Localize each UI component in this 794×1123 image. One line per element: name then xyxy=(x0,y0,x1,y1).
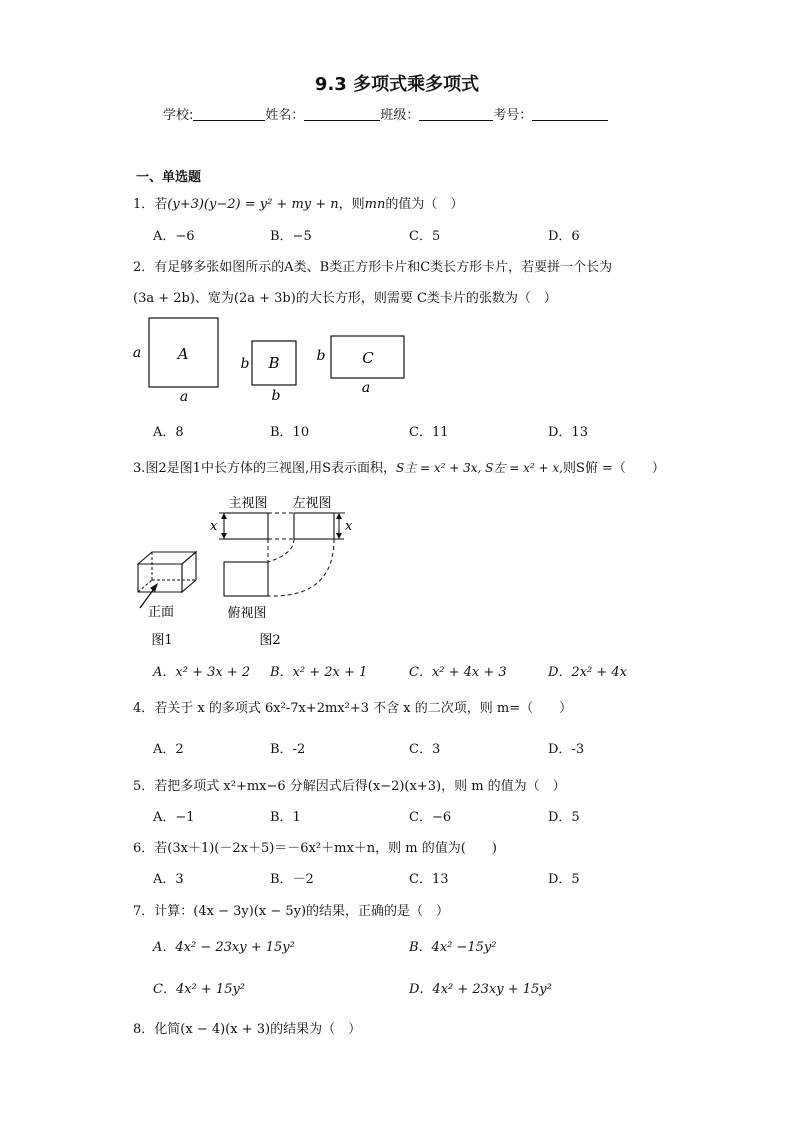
question-2-option-a[interactable]: A．8 xyxy=(153,425,184,440)
question-1-option-c[interactable]: C．5 xyxy=(409,229,441,244)
card-c-bottom-label: a xyxy=(361,380,371,396)
exam-no-blank[interactable] xyxy=(532,107,608,121)
question-3-option-c[interactable]: C．x² + 4x + 3 xyxy=(409,665,507,680)
question-4-option-a[interactable]: A．2 xyxy=(153,742,184,757)
question-5-option-b[interactable]: B．1 xyxy=(270,810,301,825)
card-a-side-label: a xyxy=(132,345,142,361)
card-c-label: C xyxy=(362,349,374,367)
student-info-line xyxy=(163,104,608,123)
figure-1-caption: 图1 xyxy=(151,633,173,648)
question-7-option-d[interactable]: D．4x² + 23xy + 15y² xyxy=(409,982,552,997)
question-2-stem-line1: 2．有足够多张如图所示的A类、B类正方形卡片和C类长方形卡片，若要拼一个长为 xyxy=(133,260,613,275)
question-3-option-b[interactable]: B．x² + 2x + 1 xyxy=(270,665,368,680)
question-2-option-d[interactable]: D．13 xyxy=(548,425,588,440)
card-b-label: B xyxy=(268,354,280,372)
question-4-option-b[interactable]: B．-2 xyxy=(270,742,306,757)
card-c-side-label: b xyxy=(316,348,326,364)
question-5-option-d[interactable]: D．5 xyxy=(548,810,580,825)
question-6-option-c[interactable]: C．13 xyxy=(409,872,449,887)
question-4-option-c[interactable]: C．3 xyxy=(409,742,441,757)
question-1-option-b[interactable]: B．−5 xyxy=(270,229,312,244)
section-heading: 一、单选题 xyxy=(136,170,202,185)
question-3-option-d[interactable]: D．2x² + 4x xyxy=(548,665,627,680)
card-a-label: A xyxy=(177,345,189,363)
front-view-label: 主视图 xyxy=(228,496,268,511)
page-title: 9.3 多项式乘多项式 xyxy=(314,74,480,95)
question-6-option-a[interactable]: A．3 xyxy=(153,872,184,887)
question-7-stem: 7．计算：(4x − 3y)(x − 5y)的结果，正确的是（ ） xyxy=(133,904,450,919)
question-3-option-a[interactable]: A．x² + 3x + 2 xyxy=(153,665,251,680)
question-7-option-c[interactable]: C．4x² + 15y² xyxy=(153,982,246,997)
question-4-stem: 4．若关于 x 的多项式 6x²-7x+2mx²+3 不含 x 的二次项，则 m=（ ） xyxy=(133,701,573,716)
card-b-bottom-label: b xyxy=(271,388,281,404)
card-b-side-label: b xyxy=(240,356,250,372)
name-blank[interactable] xyxy=(304,107,380,121)
top-view-label: 俯视图 xyxy=(227,606,267,621)
question-5-option-a[interactable]: A．−1 xyxy=(153,810,195,825)
question-5-option-c[interactable]: C．−6 xyxy=(409,810,452,825)
name-label: 姓名： xyxy=(265,108,305,123)
question-3-three-view-figure xyxy=(130,488,370,650)
figure-2-caption: 图2 xyxy=(259,633,281,648)
question-3-condition: S主 = x² + 3x, S左 = x² + x, xyxy=(395,461,563,475)
class-blank[interactable] xyxy=(419,107,493,121)
question-2-option-b[interactable]: B．10 xyxy=(270,425,310,440)
school-label: 学校: xyxy=(163,108,194,123)
question-6-stem: 6．若(3x＋1)(－2x＋5)＝－6x²＋mx＋n，则 m 的值为( ) xyxy=(133,841,497,856)
front-face-label: 正面 xyxy=(147,605,175,620)
question-2-card-figure xyxy=(128,312,418,408)
question-1-expression: (y+3)(y−2) = y² + my + n xyxy=(167,197,339,212)
question-5-stem: 5．若把多项式 x²+mx−6 分解因式后得(x−2)(x+3)，则 m 的值为（ ） xyxy=(133,779,566,794)
question-3-stem: 3.图2是图1中长方体的三视图,用S表示面积，S主 = x² + 3x, S左 = x² + x,则S俯 =（ ） xyxy=(133,461,665,476)
question-7-option-a[interactable]: A．4x² − 23xy + 15y² xyxy=(153,940,295,955)
question-6-option-b[interactable]: B．－2 xyxy=(270,872,314,887)
question-1-option-a[interactable]: A．−6 xyxy=(153,229,195,244)
question-2-stem-line2: (3a + 2b)、宽为(2a + 3b)的大长方形，则需要 C类卡片的张数为（ ） xyxy=(133,291,557,306)
front-x-label: x xyxy=(210,519,218,534)
question-2-option-c[interactable]: C．11 xyxy=(409,425,449,440)
question-8-stem: 8．化简(x − 4)(x + 3)的结果为（ ） xyxy=(133,1022,362,1037)
class-label: 班级： xyxy=(380,108,420,123)
school-blank[interactable] xyxy=(193,107,265,121)
question-4-option-d[interactable]: D．-3 xyxy=(548,742,585,757)
question-6-option-d[interactable]: D．5 xyxy=(548,872,580,887)
question-1-stem: 1．若(y+3)(y−2) = y² + my + n，则mn的值为（ ） xyxy=(133,197,464,212)
left-view-label: 左视图 xyxy=(292,496,332,511)
left-x-label: x xyxy=(345,519,353,534)
question-1-option-d[interactable]: D．6 xyxy=(548,229,580,244)
card-a-bottom-label: a xyxy=(179,389,189,405)
question-7-option-b[interactable]: B．4x² −15y² xyxy=(409,940,497,955)
exam-no-label: 考号： xyxy=(493,108,533,123)
